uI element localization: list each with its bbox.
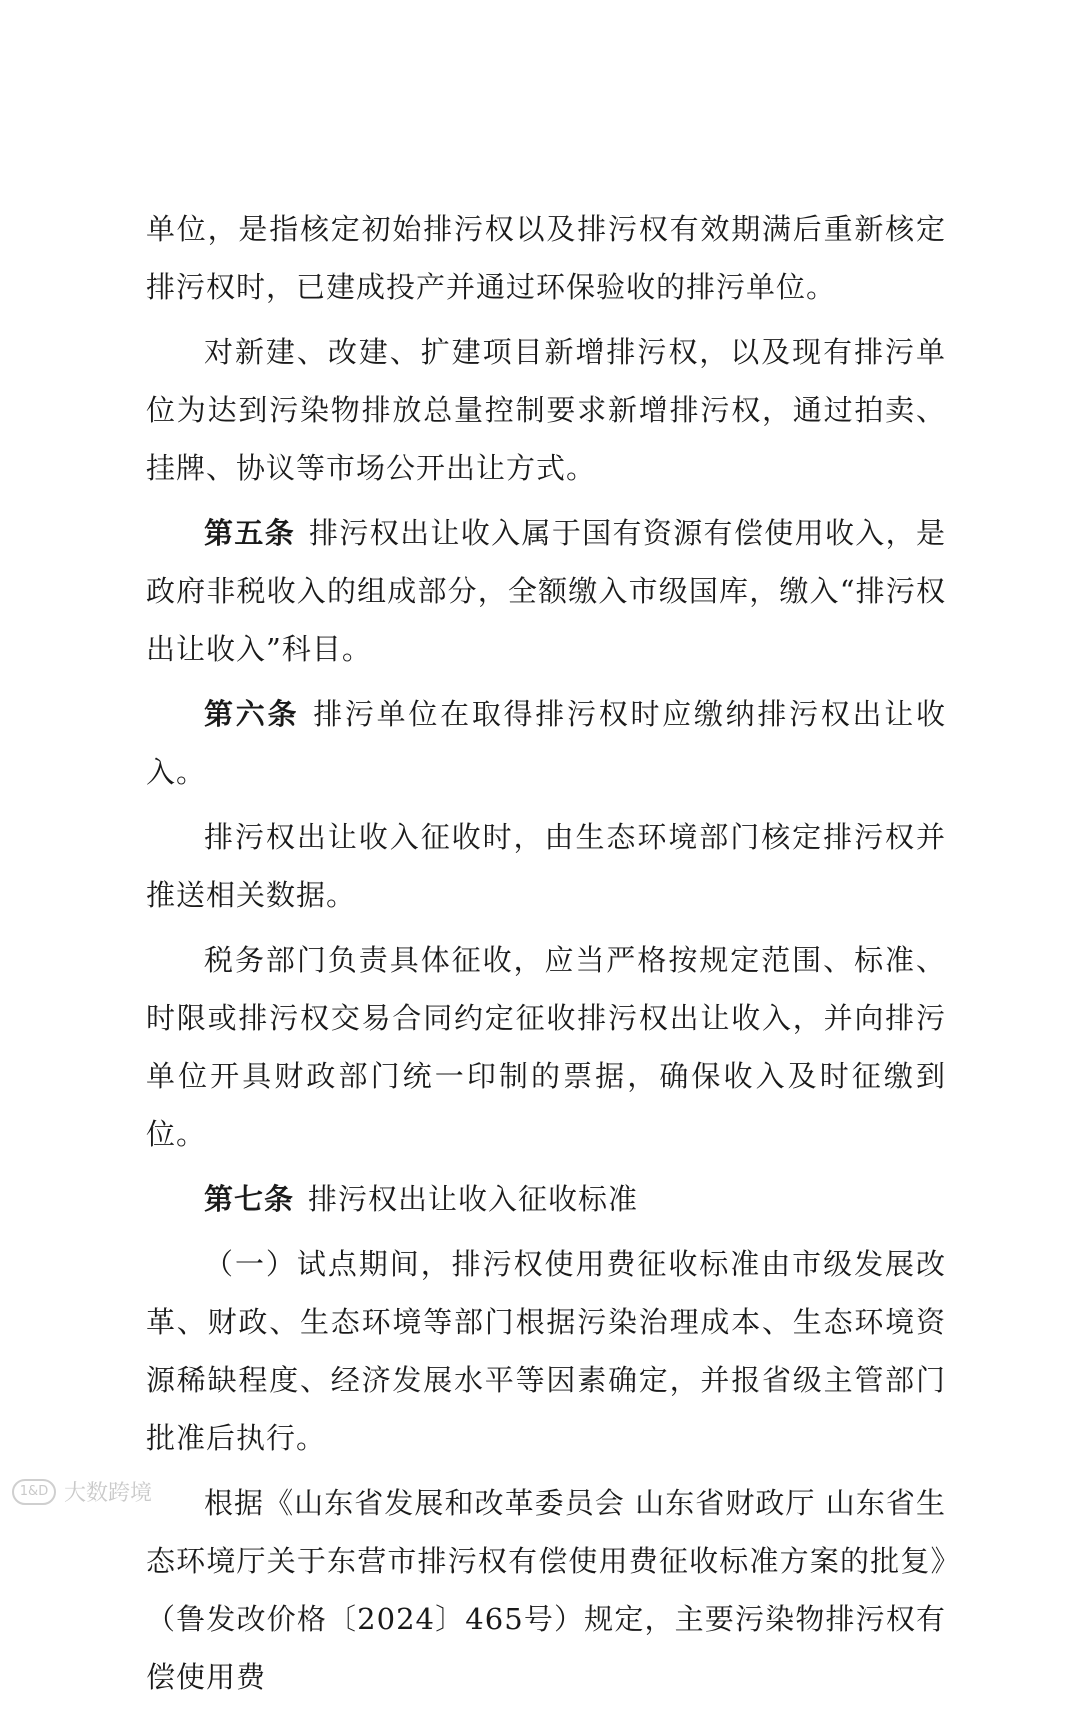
article-7: 第七条 排污权出让收入征收标准 [204,1182,639,1216]
watermark [12,1476,152,1507]
article-label: 第七条 [204,1182,295,1216]
paragraph-8: （一）试点期间，排污权使用费征收标准由市级发展改革、财政、生态环境等部门根据污染治理成本、生态环境资源稀缺程度、经济发展水平等因素确定，并报省级主管部门批准后执行。 [146,1247,946,1455]
paragraph-9: 根据《山东省发展和改革委员会 山东省财政厅 山东省生态环境厅关于东营市排污权有偿使用费征收标准方案的批复》（鲁发改价格〔2024〕465号）规定，主要污染物排污权有偿使用费 [146,1486,946,1694]
article-5: 第五条 排污权出让收入属于国有资源有偿使用收入，是政府非税收入的组成部分，全额缴入市级国库，缴入“排污权出让收入”科目。 [146,516,946,666]
paragraph-5: 排污权出让收入征收时，由生态环境部门核定排污权并推送相关数据。 [146,820,946,912]
watermark-logo-icon: 1&D [12,1479,56,1505]
watermark-text: 大数跨境 [64,1481,153,1506]
paragraph-2: 对新建、改建、扩建项目新增排污权，以及现有排污单位为达到污染物排放总量控制要求新增排污权，通过拍卖、挂牌、协议等市场公开出让方式。 [146,335,946,485]
paragraph-6: 税务部门负责具体征收，应当严格按规定范围、标准、时限或排污权交易合同约定征收排污权出让收入，并向排污单位开具财政部门统一印制的票据，确保收入及时征缴到位。 [146,943,946,1151]
document-body [146,200,946,1713]
paragraph-1: 单位，是指核定初始排污权以及排污权有效期满后重新核定排污权时，已建成投产并通过环保验收的排污单位。 [146,212,946,304]
article-label: 第六条 [204,697,300,731]
article-label: 第五条 [204,516,296,550]
article-6: 第六条 排污单位在取得排污权时应缴纳排污权出让收入。 [146,697,946,789]
